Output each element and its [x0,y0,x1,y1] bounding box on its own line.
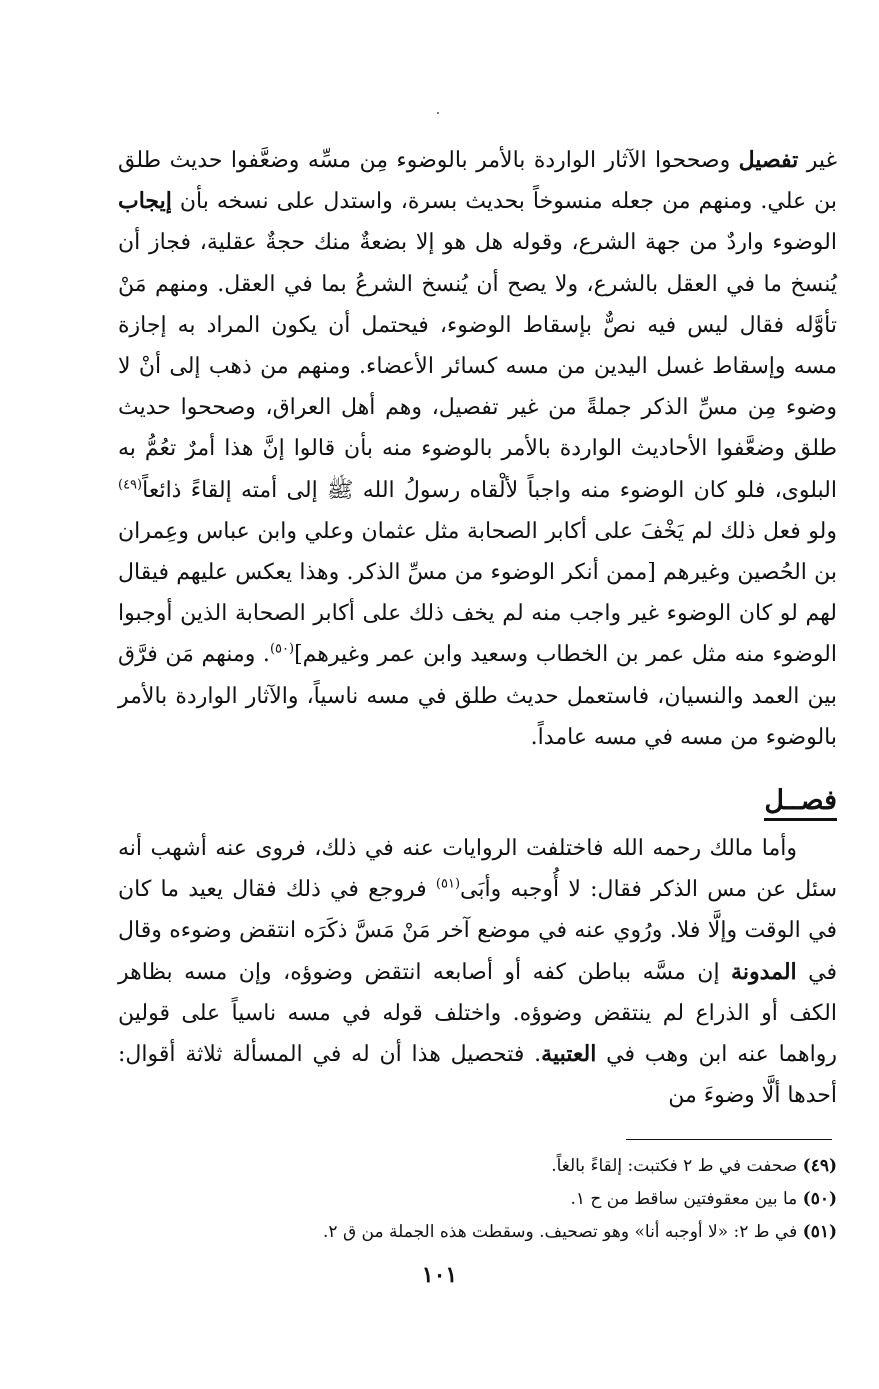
footnote-number: (٥٠) [802,1189,837,1209]
footnote-separator [626,1139,832,1140]
footnote-ref-49: (٤٩) [118,477,143,493]
bold-term: تفصيل [738,147,799,173]
page-number: ١٠١ [421,1262,458,1288]
section-heading-text: فصــل [764,785,837,821]
text-run: غير [798,148,837,173]
scan-dot [437,112,439,114]
footnotes [118,1150,837,1249]
text-run: وأما مالك رحمه الله فاختلفت الروايات عنه في ذلك، فروى عنه أشهب أنه سئل عن مس الذكر فقال: لا أُوجبه وأبَى [118,836,838,903]
text-run: ولو فعل ذلك لم يَخْفَ على أكابر الصحابة مثل عثمان وعلي وابن عباس وعِمران بن الحُصين وغيرهم [ممن أنكر الوضوء من مسِّ الذكر. وهذا يعكس عليهم فيقال لهم لو كان الوضوء غير واجب منه لم يخف ذلك على أكابر الصحابة الذين أوجبوا الوضوء منه مثل عمر بن الخطاب وسعيد وابن عمر وغيرهم] [118,518,837,668]
text-run: . فتحصيل هذا أن له في المسألة ثلاثة أقوال: أحدها ألَّا وضوءَ من [118,1042,837,1109]
footnote-ref-50: (٥٠) [269,642,295,658]
footnote-number: (٤٩) [802,1156,837,1176]
text-run: وصححوا الآثار الواردة بالأمر بالوضوء مِن مسِّه وضعَّفوا حديث طلق بن علي. ومنهم من جعله منسوخاً بحديث بسرة، واستدل على نسخه بأن [118,148,837,215]
bold-term: إيجاب [118,188,172,215]
text-run: . ومنهم مَن فرَّق بين العمد والنسيان، فاستعمل حديث طلق في مسه ناسياً، والآثار الواردة بالأمر بالوضوء من مسه في مسه عامداً. [118,642,837,750]
footnote-49 [118,1150,837,1183]
paragraph-1 [118,140,837,758]
footnote-text: في ط ٢: «لا أوجبه أنا» وهو تصحيف. وسقطت هذه الجملة من ق ٢. [323,1222,803,1242]
footnote-ref-51: (٥١) [435,876,461,892]
section-heading [118,782,837,820]
text-run: إن مسَّه بباطن كفه أو أصابعه انتقض وضوؤه، وإن مسه بظاهر الكف أو الذراع لم ينتقض وضوؤه. واختلف قوله في مسه ناسياً على قولين رواهما عنه ابن وهب في [118,959,837,1068]
bold-term: المدونة [731,958,797,985]
text-run: فروجع في ذلك فقال يعيد ما كان في الوقت وإلَّا فلا. ورُوي عنه في موضع آخر مَنْ مَسَّ ذكَرَه انتقض وضوءه وقال في [118,877,837,985]
bold-term: العتبية [541,1041,597,1068]
footnote-text: صحفت في ط ٢ فكتبت: إلقاءً بالغاً. [551,1156,803,1176]
main-text [118,140,837,1116]
footnote-50 [118,1183,837,1216]
text-run: الوضوء واردٌ من جهة الشرع، وقوله هل هو إلا بضعةٌ منك حجةٌ عقلية، فجاز أن يُنسخ ما في العقل بالشرع، ولا يصح أن يُنسخ الشرعُ بما في العقل. ومنهم مَنْ تأوَّله فقال ليس فيه نصٌّ بإسقاط الوضوء، فيحتمل أن يكون المراد به إجازة مسه وإسقاط غسل اليدين من مسه كسائر الأعضاء. ومنهم من ذهب إلى أنْ لا وضوء مِن مسِّ الذكر جملةً من غير تفصيل، وهم أهل العراق، وصححوا حديث طلق وضعَّفوا الأحاديث الواردة بالأمر بالوضوء منه بأن قالوا إنَّ هذا أمرٌ تعُمُّ به البلوى، فلو كان الوضوء منه واجباً لألْقاه رسولُ الله ﷺ إلى أمته إلقاءً ذائعاً [118,230,838,503]
footnote-text: ما بين معقوفتين ساقط من ح ١. [570,1189,803,1209]
paragraph-2 [118,828,837,1116]
footnote-51 [118,1216,837,1249]
footnote-number: (٥١) [802,1222,837,1242]
